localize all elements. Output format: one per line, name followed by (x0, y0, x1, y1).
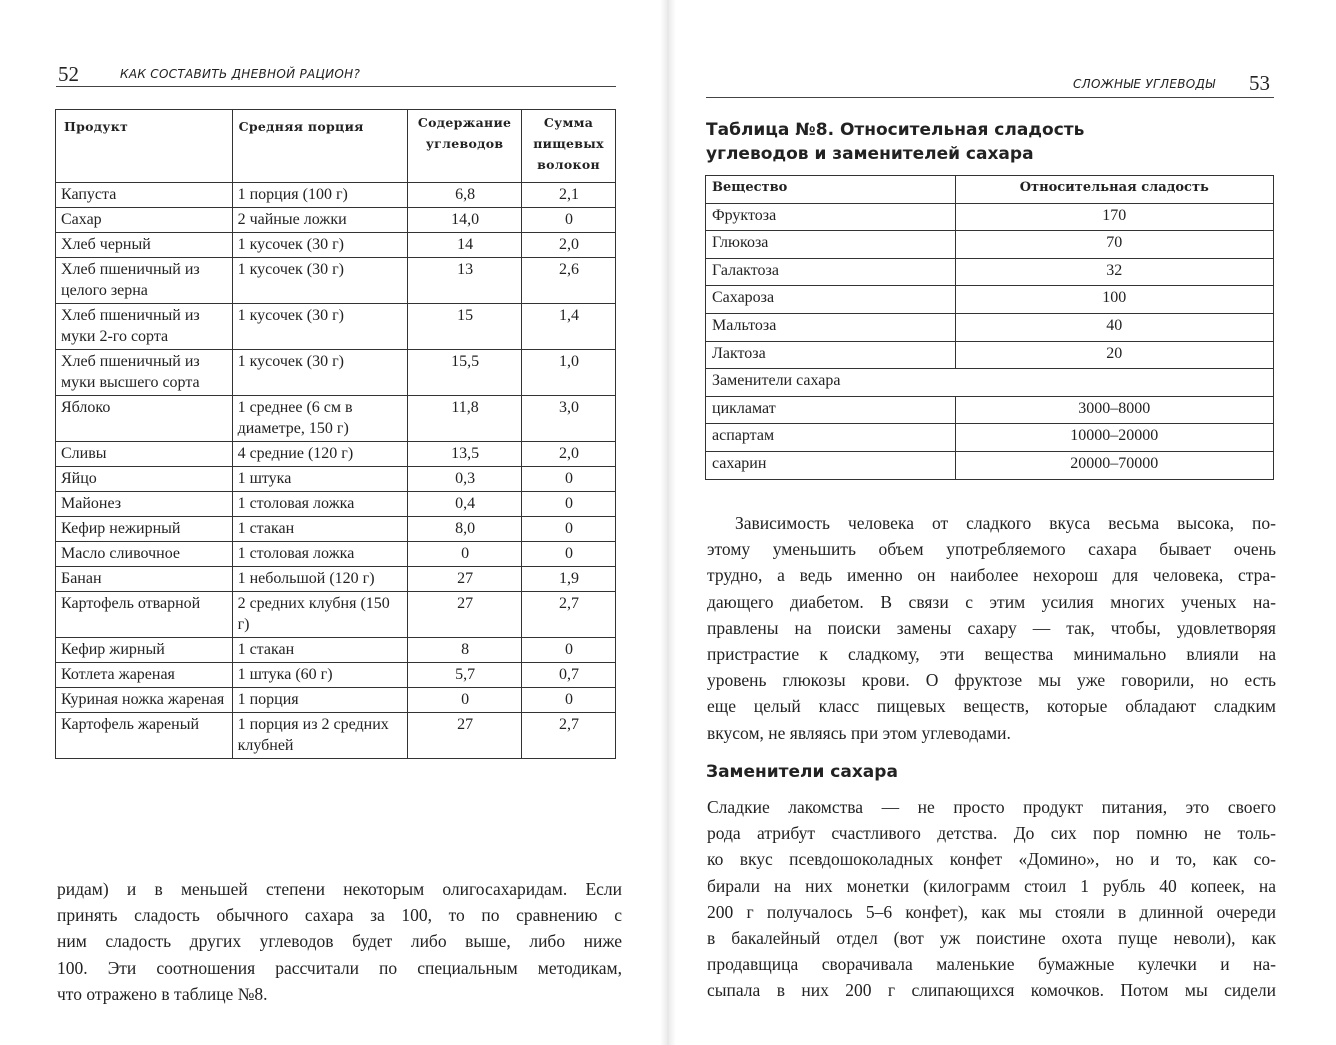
cell-carbs: 0,3 (408, 467, 522, 492)
table-title-line: Таблица №8. Относительная сладость (706, 120, 1085, 140)
cell-product: Масло сливочное (56, 542, 233, 567)
cell-sweetness: 170 (955, 203, 1273, 231)
cell-carbs: 0 (408, 542, 522, 567)
table-row (56, 304, 616, 350)
cell-fiber: 0 (522, 492, 616, 517)
table-row (56, 492, 616, 517)
cell-product: Капуста (56, 183, 233, 208)
cell-carbs: 14,0 (408, 208, 522, 233)
running-head: СЛОЖНЫЕ УГЛЕВОДЫ (1073, 77, 1216, 91)
cell-portion: 1 кусочек (30 г) (232, 350, 408, 396)
right-page (668, 0, 1336, 1045)
cell-portion: 1 небольшой (120 г) (232, 567, 408, 592)
table-title-line: углеводов и заменителей сахара (706, 144, 1034, 164)
table-row (56, 396, 616, 442)
running-head: КАК СОСТАВИТЬ ДНЕВНОЙ РАЦИОН? (120, 67, 361, 81)
text-line: правлены на поиски замены сахару — так, чтобы, удовлетворяя (707, 617, 1276, 638)
cell-fiber: 1,9 (522, 567, 616, 592)
cell-product: Кефир жирный (56, 638, 233, 663)
cell-substance: Галактоза (706, 258, 956, 286)
cell-fiber: 3,0 (522, 396, 616, 442)
table-title (706, 118, 1266, 166)
cell-substance: Мальтоза (706, 313, 956, 341)
carbohydrate-table (55, 109, 616, 759)
cell-carbs: 15,5 (408, 350, 522, 396)
cell-sweetness: 20000–70000 (955, 451, 1273, 479)
table-row (56, 467, 616, 492)
cell-substance: Фруктоза (706, 203, 956, 231)
cell-product: Хлеб пшеничный из муки 2-го сорта (56, 304, 233, 350)
sweetness-table (705, 175, 1274, 480)
cell-portion: 1 стакан (232, 638, 408, 663)
cell-product: Яблоко (56, 396, 233, 442)
paragraph (707, 794, 1276, 1004)
page-number: 53 (1249, 71, 1270, 95)
cell-carbs: 27 (408, 567, 522, 592)
body-text (57, 876, 622, 1007)
table-row (56, 713, 616, 759)
cell-product: Сливы (56, 442, 233, 467)
cell-sweetness: 3000–8000 (955, 396, 1273, 424)
cell-substance: аспартам (706, 424, 956, 452)
cell-substance: Глюкоза (706, 231, 956, 259)
paragraph (707, 510, 1276, 746)
table-header-row (56, 110, 616, 183)
cell-product: Картофель отварной (56, 592, 233, 638)
cell-carbs: 8 (408, 638, 522, 663)
cell-fiber: 1,4 (522, 304, 616, 350)
cell-portion: 1 кусочек (30 г) (232, 233, 408, 258)
cell-carbs: 6,8 (408, 183, 522, 208)
cell-portion: 1 стакан (232, 517, 408, 542)
cell-portion: 1 штука (60 г) (232, 663, 408, 688)
cell-sweetness: 20 (955, 341, 1273, 369)
table-row (706, 313, 1274, 341)
cell-carbs: 13 (408, 258, 522, 304)
group-label: Заменители сахара (706, 369, 1274, 397)
cell-portion: 1 среднее (6 см в диаметре, 150 г) (232, 396, 408, 442)
cell-portion: 1 кусочек (30 г) (232, 304, 408, 350)
text-line: вкусом, не являясь при этом углеводами. (707, 722, 1011, 743)
cell-fiber: 0 (522, 688, 616, 713)
page-number: 52 (58, 62, 79, 86)
text-line: рода атрибут счастливого детства. До сих пор помню не толь- (707, 823, 1276, 844)
text-line: трудно, а ведь именно он наиболее нехорош для человека, стра- (707, 565, 1276, 586)
text-line: уровень глюкозы крови. О фруктозе мы уже говорили, но есть (707, 670, 1276, 691)
cell-substance: Лактоза (706, 341, 956, 369)
table-row (56, 183, 616, 208)
cell-carbs: 11,8 (408, 396, 522, 442)
text-line: ним сладость других углеводов будет либо выше, либо ниже (57, 931, 622, 952)
cell-portion: 1 столовая ложка (232, 492, 408, 517)
text-line: этому уменьшить объем употребляемого сахара бывает очень (707, 539, 1276, 560)
cell-carbs: 14 (408, 233, 522, 258)
column-header-sweetness: Относительная сладость (955, 176, 1273, 204)
table-row (706, 396, 1274, 424)
cell-fiber: 0 (522, 542, 616, 567)
cell-fiber: 0 (522, 638, 616, 663)
cell-carbs: 27 (408, 713, 522, 759)
text-line: в бакалейный отдел (вот уж поистине охота пуще неволи), как (707, 927, 1276, 948)
table-row (706, 424, 1274, 452)
cell-sweetness: 100 (955, 286, 1273, 314)
table-row (56, 542, 616, 567)
cell-substance: цикламат (706, 396, 956, 424)
cell-carbs: 13,5 (408, 442, 522, 467)
cell-portion: 2 чайные ложки (232, 208, 408, 233)
table-header-row (706, 176, 1274, 204)
table-row (56, 663, 616, 688)
cell-product: Хлеб черный (56, 233, 233, 258)
section-heading: Заменители сахара (706, 762, 898, 782)
cell-sweetness: 32 (955, 258, 1273, 286)
cell-fiber: 2,7 (522, 592, 616, 638)
cell-carbs: 0,4 (408, 492, 522, 517)
cell-product: Картофель жареный (56, 713, 233, 759)
cell-fiber: 0,7 (522, 663, 616, 688)
table-row (56, 233, 616, 258)
cell-portion: 1 столовая ложка (232, 542, 408, 567)
header-rule (706, 97, 1274, 98)
cell-product: Хлеб пшеничный из целого зерна (56, 258, 233, 304)
text-line: Зависимость человека от сладкого вкуса весьма высока, по- (735, 513, 1276, 533)
cell-portion: 1 порция (100 г) (232, 183, 408, 208)
text-line: ко вкус псевдошоколадных конфет «Домино», но и то, как со- (707, 849, 1276, 870)
cell-product: Банан (56, 567, 233, 592)
column-header-substance: Вещество (706, 176, 956, 204)
table-row (56, 517, 616, 542)
cell-fiber: 2,6 (522, 258, 616, 304)
text-line: принять сладость обычного сахара за 100, то по сравнению с (57, 905, 622, 926)
table-row (706, 451, 1274, 479)
cell-product: Котлета жареная (56, 663, 233, 688)
cell-carbs: 27 (408, 592, 522, 638)
cell-product: Яйцо (56, 467, 233, 492)
cell-substance: Сахароза (706, 286, 956, 314)
cell-portion: 1 штука (232, 467, 408, 492)
cell-carbs: 15 (408, 304, 522, 350)
text-line: 200 г получалось 5–6 конфет), как мы стояли в длинной очереди (707, 901, 1276, 922)
cell-sweetness: 40 (955, 313, 1273, 341)
cell-sweetness: 70 (955, 231, 1273, 259)
table-row (706, 231, 1274, 259)
table-row (56, 350, 616, 396)
cell-product: Майонез (56, 492, 233, 517)
table-row (706, 341, 1274, 369)
text-line: ридам) и в меньшей степени некоторым олигосахаридам. Если (57, 879, 622, 899)
text-line: сыпала в них 200 г слипающихся комочков. Потом мы сидели (707, 980, 1276, 1001)
cell-portion: 1 кусочек (30 г) (232, 258, 408, 304)
table-row (56, 442, 616, 467)
table-group-row (706, 369, 1274, 397)
column-header-fiber: Сумма пищевых волокон (522, 110, 616, 183)
cell-fiber: 0 (522, 208, 616, 233)
header-rule (56, 86, 616, 87)
cell-product: Кефир нежирный (56, 517, 233, 542)
cell-product: Куриная ножка жареная (56, 688, 233, 713)
cell-fiber: 1,0 (522, 350, 616, 396)
cell-product: Хлеб пшеничный из муки высшего сорта (56, 350, 233, 396)
cell-fiber: 2,1 (522, 183, 616, 208)
text-line: 100. Эти соотношения рассчитали по специальным методикам, (57, 957, 622, 978)
text-line: что отражено в таблице №8. (57, 983, 268, 1004)
text-line: еще целый класс пищевых веществ, которые обладают сладким (707, 696, 1276, 717)
cell-portion: 4 средние (120 г) (232, 442, 408, 467)
table-row (56, 592, 616, 638)
cell-fiber: 2,0 (522, 442, 616, 467)
cell-product: Сахар (56, 208, 233, 233)
cell-carbs: 8,0 (408, 517, 522, 542)
cell-fiber: 0 (522, 517, 616, 542)
text-line: дающего диабетом. В связи с этим усилия многих ученых на- (707, 591, 1276, 612)
table-row (56, 688, 616, 713)
cell-sweetness: 10000–20000 (955, 424, 1273, 452)
text-line: пристрастие к сладкому, эти вещества минимально влияли на (707, 643, 1276, 664)
column-header-portion: Средняя порция (232, 110, 408, 183)
table-row (706, 258, 1274, 286)
cell-portion: 1 порция из 2 средних клубней (232, 713, 408, 759)
cell-substance: сахарин (706, 451, 956, 479)
table-row (56, 567, 616, 592)
cell-carbs: 0 (408, 688, 522, 713)
text-line: Сладкие лакомства — не просто продукт питания, это своего (707, 797, 1276, 817)
table-row (56, 638, 616, 663)
table-row (706, 286, 1274, 314)
text-line: продавщица сворачивала маленькие бумажные кулечки и на- (707, 954, 1276, 975)
column-header-product: Продукт (56, 110, 233, 183)
column-header-carbs: Содержание углеводов (408, 110, 522, 183)
cell-fiber: 0 (522, 467, 616, 492)
cell-portion: 2 средних клубня (150 г) (232, 592, 408, 638)
table-row (706, 203, 1274, 231)
table-row (56, 208, 616, 233)
cell-carbs: 5,7 (408, 663, 522, 688)
text-line: бирали на них монетки (килограмм стоил 1 рубль 40 копеек, на (707, 875, 1276, 896)
cell-portion: 1 порция (232, 688, 408, 713)
table-row (56, 258, 616, 304)
cell-fiber: 2,7 (522, 713, 616, 759)
cell-fiber: 2,0 (522, 233, 616, 258)
